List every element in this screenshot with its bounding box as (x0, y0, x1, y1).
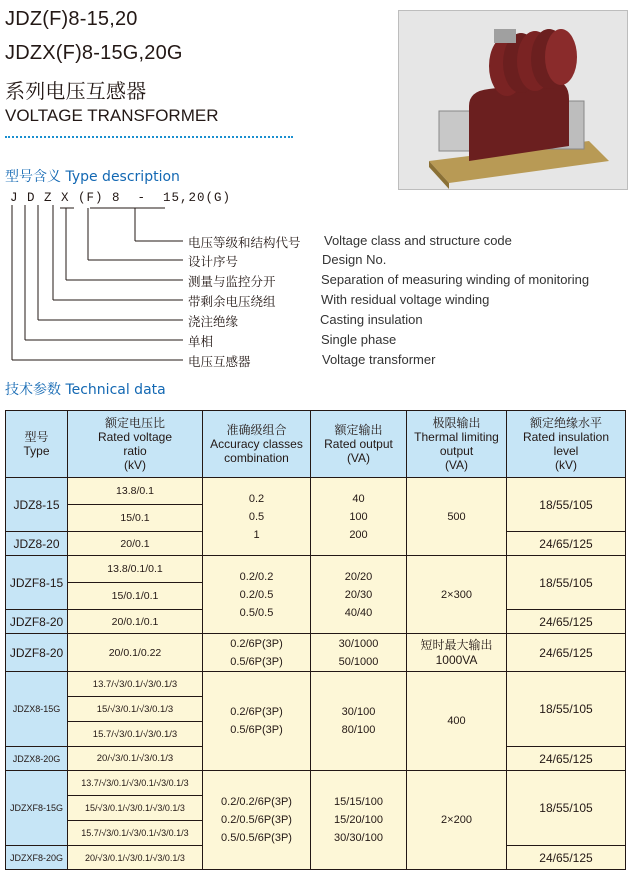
insulation-cell: 18/55/105 (507, 672, 626, 747)
header-limit: 极限输出 Thermal limiting output (VA) (407, 411, 507, 478)
header-insulation: 额定绝缘水平 Rated insulation level (kV) (507, 411, 626, 478)
desc-en-design-no: Design No. (322, 252, 387, 267)
desc-en-casting: Casting insulation (320, 312, 423, 327)
table-header-row (6, 411, 626, 478)
table-row (6, 478, 626, 505)
desc-cn-voltage-class: 电压等级和结构代号 (188, 235, 301, 250)
ratio-cell: 13.8/0.1/0.1 (68, 556, 203, 583)
model-title-2: JDZX(F)8-15G,20G (5, 42, 183, 64)
type-cell: JDZF8-20 (6, 634, 68, 672)
ratio-cell: 15/0.1 (68, 505, 203, 532)
type-cell: JDZXF8-20G (6, 846, 68, 870)
type-cell: JDZ8-15 (6, 478, 68, 532)
ratio-cell: 20/√3/0.1/√3/0.1/3 (68, 747, 203, 771)
ratio-cell: 15/√3/0.1/√3/0.1/3 (68, 697, 203, 722)
model-title-1: JDZ(F)8-15,20 (5, 8, 138, 30)
desc-cn-design-no: 设计序号 (188, 254, 239, 269)
desc-cn-residual: 带剩余电压绕组 (188, 294, 276, 309)
type-cell: JDZ8-20 (6, 532, 68, 556)
ratio-cell: 15/0.1/0.1 (68, 583, 203, 610)
insulation-cell: 18/55/105 (507, 556, 626, 610)
desc-en-vt: Voltage transformer (322, 352, 436, 367)
output-cell: 30/1000 50/1000 (311, 634, 407, 672)
technical-data-heading: 技术参数 Technical data (5, 382, 166, 398)
type-cell: JDZX8-20G (6, 747, 68, 771)
desc-en-separation: Separation of measuring winding of monitoring (321, 272, 590, 287)
table-row (6, 771, 626, 796)
ratio-cell: 13.8/0.1 (68, 478, 203, 505)
series-title-cn: 系列电压互感器 (5, 79, 147, 103)
limit-cell: 400 (407, 672, 507, 771)
table-row (6, 556, 626, 583)
output-cell: 30/100 80/100 (311, 672, 407, 771)
ratio-cell: 15.7/√3/0.1/√3/0.1/√3/0.1/3 (68, 821, 203, 846)
type-cell: JDZF8-20 (6, 610, 68, 634)
table-row (6, 672, 626, 697)
header-accuracy: 准确级组合 Accuracy classes combination (203, 411, 311, 478)
accuracy-cell: 0.2/6P(3P) 0.5/6P(3P) (203, 672, 311, 771)
output-cell: 15/15/100 15/20/100 30/30/100 (311, 771, 407, 870)
insulation-cell: 18/55/105 (507, 478, 626, 532)
insulation-cell: 24/65/125 (507, 634, 626, 672)
type-description-heading: 型号含义 Type description (5, 169, 180, 185)
desc-en-voltage-class: Voltage class and structure code (324, 233, 512, 248)
ratio-cell: 20/0.1/0.22 (68, 634, 203, 672)
ratio-cell: 15.7/√3/0.1/√3/0.1/3 (68, 722, 203, 747)
header-type: 型号 Type (6, 411, 68, 478)
accuracy-cell: 0.2 0.5 1 (203, 478, 311, 556)
type-cell: JDZXF8-15G (6, 771, 68, 846)
insulation-cell: 18/55/105 (507, 771, 626, 846)
limit-cell: 500 (407, 478, 507, 556)
limit-cell: 2×300 (407, 556, 507, 634)
output-cell: 20/20 20/30 40/40 (311, 556, 407, 634)
output-cell: 40 100 200 (311, 478, 407, 556)
insulation-cell: 24/65/125 (507, 532, 626, 556)
accuracy-cell: 0.2/0.2 0.2/0.5 0.5/0.5 (203, 556, 311, 634)
desc-cn-casting: 浇注绝缘 (188, 314, 239, 329)
type-code: J D Z X (F) 8 - 15,20(G) (10, 191, 232, 205)
type-cell: JDZF8-15 (6, 556, 68, 610)
ratio-cell: 13.7/√3/0.1/√3/0.1/√3/0.1/3 (68, 771, 203, 796)
desc-cn-separation: 测量与监控分开 (188, 274, 276, 289)
type-code-diagram (0, 0, 630, 400)
ratio-cell: 20/0.1/0.1 (68, 610, 203, 634)
insulation-cell: 24/65/125 (507, 610, 626, 634)
ratio-cell: 13.7/√3/0.1/√3/0.1/3 (68, 672, 203, 697)
series-title-en: VOLTAGE TRANSFORMER (5, 106, 219, 125)
ratio-cell: 20/√3/0.1/√3/0.1/√3/0.1/3 (68, 846, 203, 870)
technical-data-table (5, 410, 626, 870)
ratio-cell: 15/√3/0.1/√3/0.1/√3/0.1/3 (68, 796, 203, 821)
accuracy-cell: 0.2/6P(3P) 0.5/6P(3P) (203, 634, 311, 672)
desc-en-residual: With residual voltage winding (321, 292, 490, 307)
header-ratio: 额定电压比 Rated voltage ratio (kV) (68, 411, 203, 478)
desc-cn-vt: 电压互感器 (188, 354, 251, 369)
insulation-cell: 24/65/125 (507, 846, 626, 870)
header-output: 额定输出 Rated output (VA) (311, 411, 407, 478)
insulation-cell: 24/65/125 (507, 747, 626, 771)
accuracy-cell: 0.2/0.2/6P(3P) 0.2/0.5/6P(3P) 0.5/0.5/6P(3P) (203, 771, 311, 870)
table-row (6, 634, 626, 672)
desc-en-single-phase: Single phase (321, 332, 397, 347)
desc-cn-single-phase: 单相 (188, 334, 214, 349)
limit-cell: 短时最大输出 1000VA (407, 634, 507, 672)
limit-cell: 2×200 (407, 771, 507, 870)
type-cell: JDZX8-15G (6, 672, 68, 747)
ratio-cell: 20/0.1 (68, 532, 203, 556)
